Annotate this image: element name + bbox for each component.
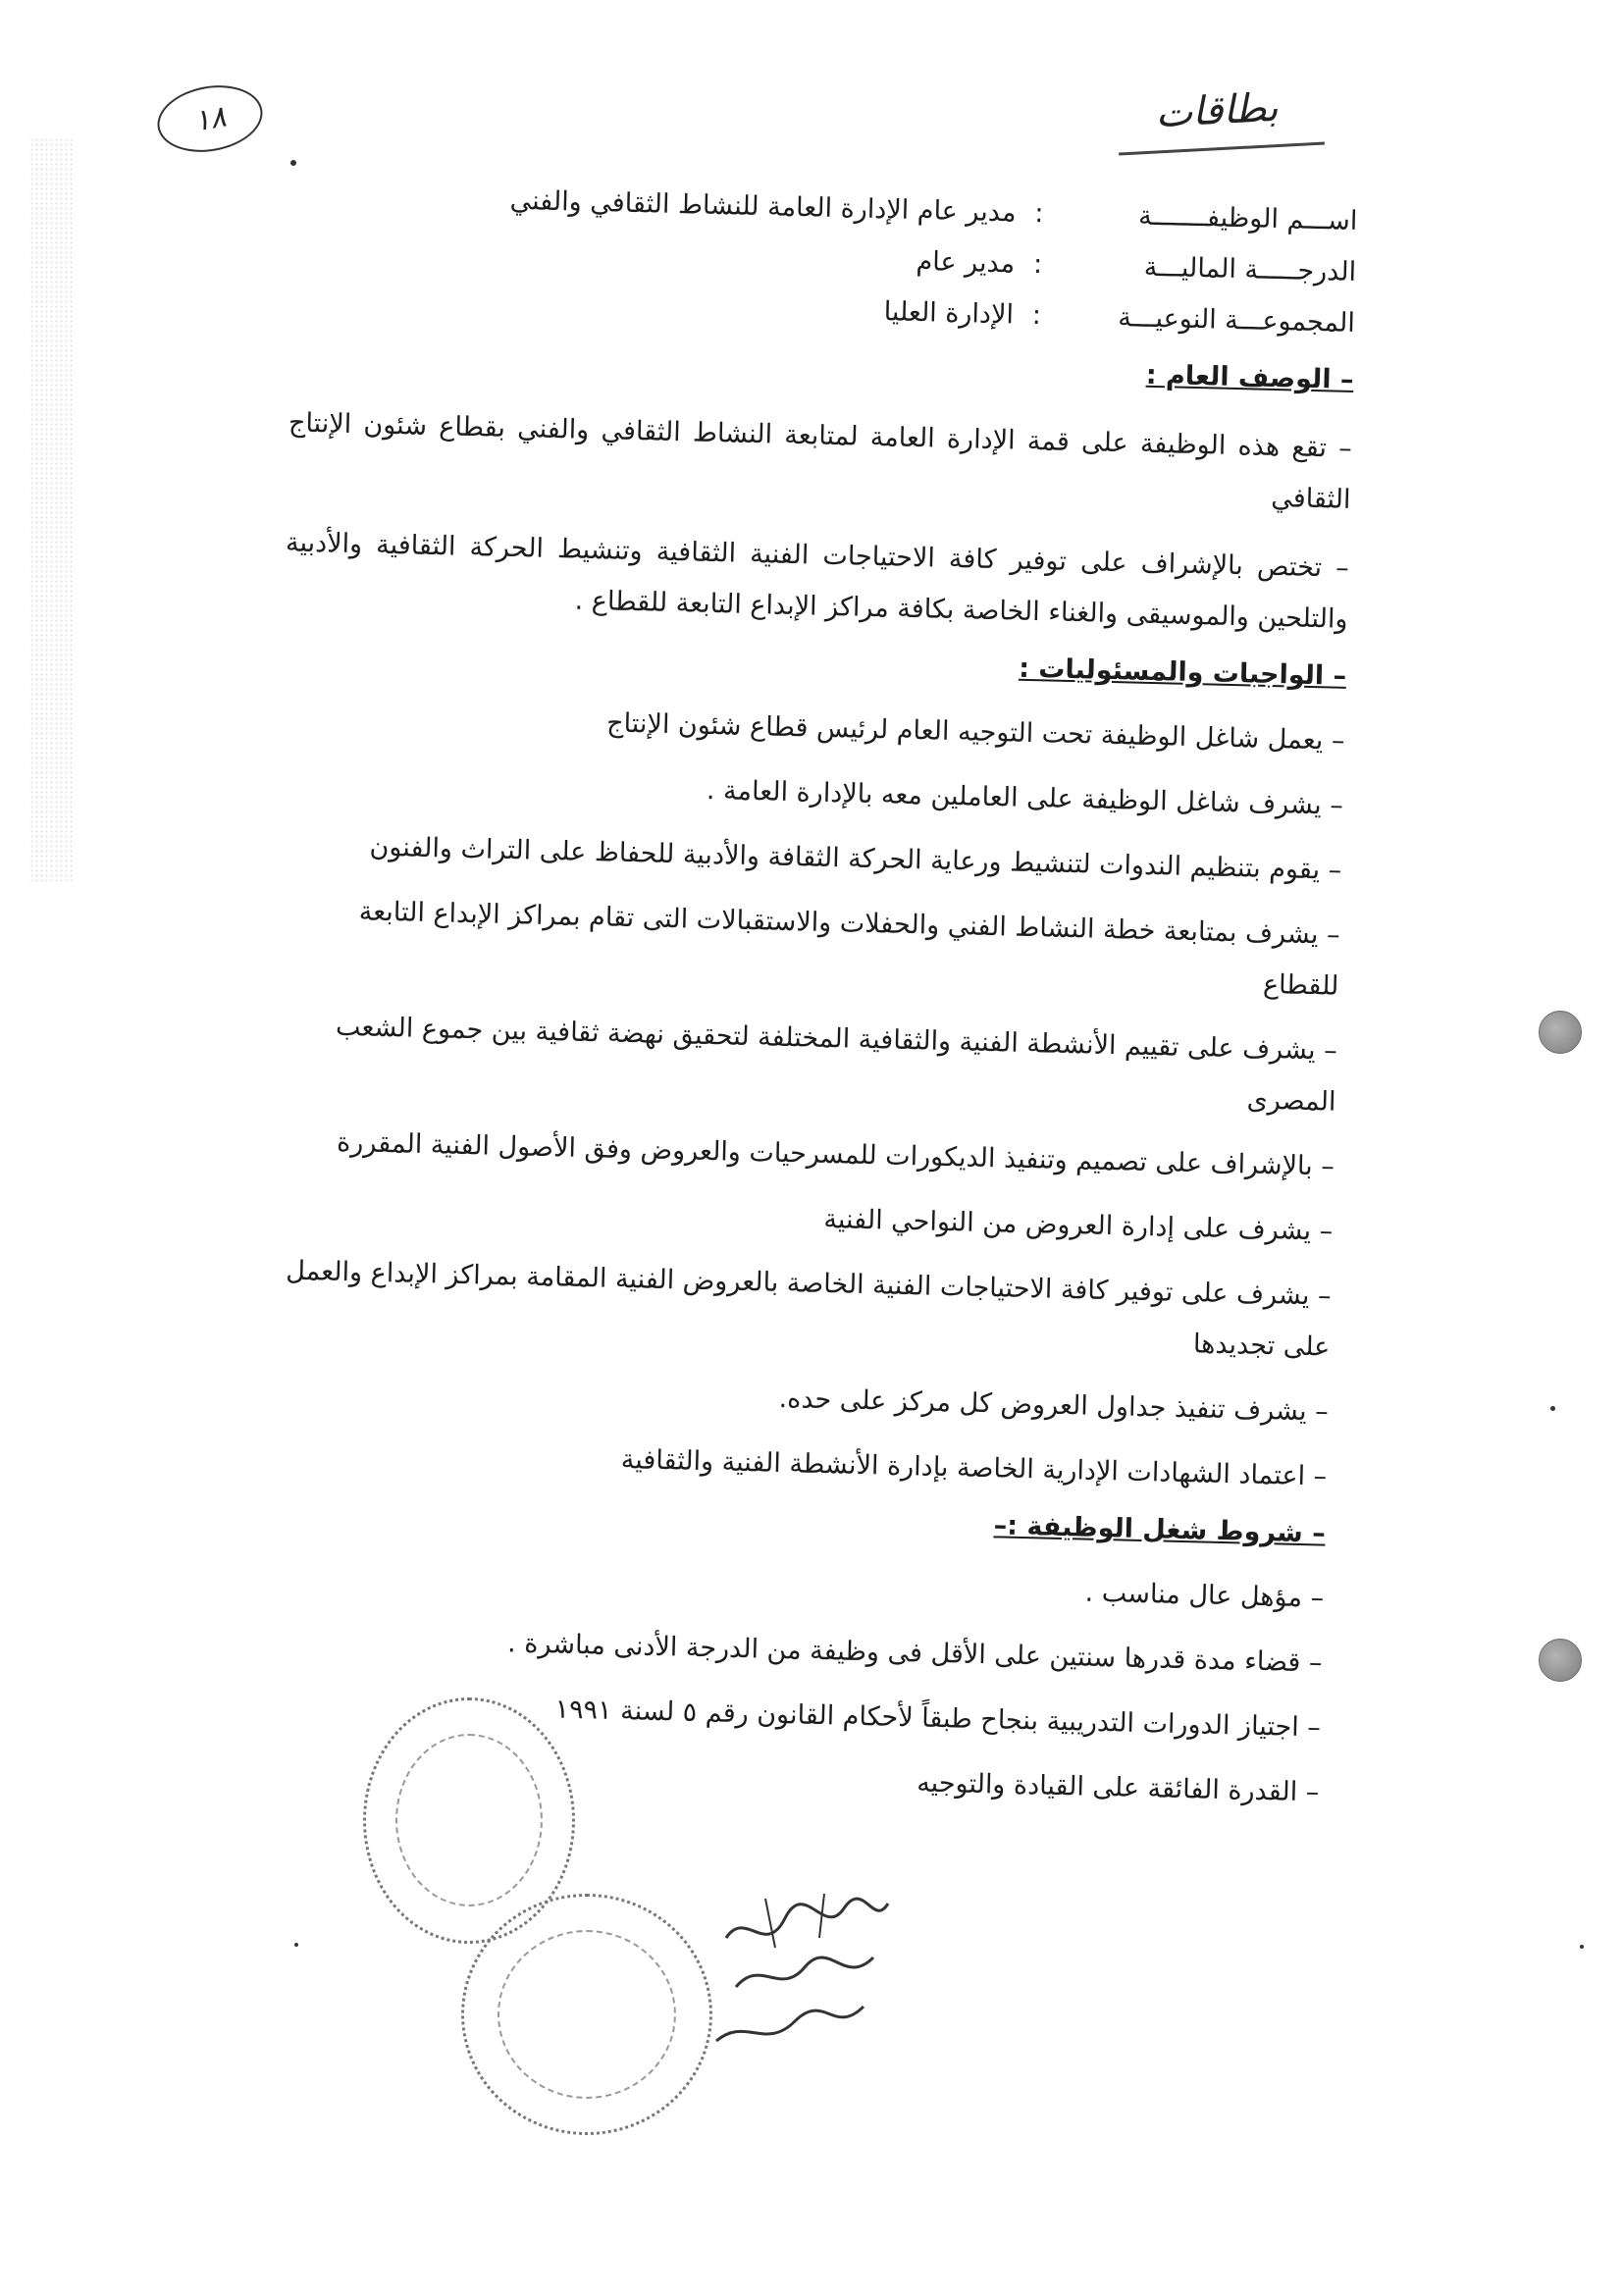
field-value: مدير عام (916, 246, 1016, 280)
seal-inner-ring (395, 1734, 543, 1906)
requirement-item: – اجتياز الدورات التدريبية بنجاح طبقاً لأحكام القانون رقم ٥ لسنة ١٩٩١ (554, 1694, 1322, 1744)
scan-noise (29, 137, 75, 883)
seal-inner-ring (497, 1930, 676, 2099)
duty-item: – يشرف بمتابعة خطة النشاط الفني والحفلات والاستقبالات التى تقام بمراكز الإبداع التابعة للقطاع (358, 896, 1340, 1002)
scan-speck (1580, 1945, 1584, 1949)
punch-hole (1539, 1011, 1582, 1054)
duty-item: – يشرف على إدارة العروض من النواحي الفنية (823, 1204, 1334, 1247)
handwritten-heading: بطاقات (1154, 84, 1280, 137)
field-label: الدرجـــــة الماليـــة (1143, 251, 1357, 287)
field-label: المجموعـــة النوعيـــة (1118, 302, 1356, 339)
official-seal (461, 1894, 712, 2135)
document-body (255, 171, 1358, 1819)
requirement-item: – قضاء مدة قدرها سنتين على الأقل فى وظيفة من الدرجة الأدنى مباشرة . (506, 1628, 1323, 1679)
punch-hole (1539, 1639, 1582, 1682)
paragraph: – تقع هذه الوظيفة على قمة الإدارة العامة لمتابعة النشاط الثقافي والفني بقطاع شئون الإنتاج الثقافي (288, 407, 1353, 515)
duty-item: – يشرف على تقييم الأنشطة الفنية والثقافية المختلفة لتحقيق نهضة ثقافية بين جموع الشعب المصرى (335, 1011, 1338, 1118)
field-value: الإدارة العليا (883, 296, 1015, 331)
section-title-general-description: – الوصف العام : (1145, 359, 1354, 395)
scan-speck (1550, 1406, 1555, 1411)
page-number: ١٨ (152, 78, 268, 160)
requirement-item: – مؤهل عال مناسب . (1084, 1577, 1325, 1614)
field-colon: : (1031, 299, 1042, 332)
field-value: مدير عام الإدارة العامة للنشاط الثقافي والفني (509, 184, 1017, 229)
scan-speck (294, 1943, 298, 1947)
requirement-item: – القدرة الفائقة على القيادة والتوجيه (916, 1767, 1320, 1808)
heading-underline (1119, 142, 1325, 156)
duty-item: – اعتماد الشهادات الإدارية الخاصة بإدارة الأنشطة الفنية والثقافية (620, 1444, 1328, 1492)
field-colon: : (1033, 197, 1044, 230)
duty-item: – يشرف تنفيذ جداول العروض كل مركز على حده. (778, 1383, 1330, 1428)
duty-item: – بالإشراف على تصميم وتنفيذ الديكورات للمسرحيات والعروض وفق الأصول الفنية المقررة (336, 1126, 1335, 1182)
paragraph: – تختص بالإشراف على توفير كافة الاحتياجات الفنية الثقافية وتنشيط الحركة الثقافية والأدبية والتلحين والموسيقى والغناء الخاصة بكافة مراكز الإبداع التابعة للقطاع . (285, 527, 1350, 635)
duty-item: – يشرف على توفير كافة الاحتياجات الفنية الخاصة بالعروض الفنية المقامة بمراكز الإبداع والعمل على تجديدها (285, 1255, 1332, 1363)
duty-item: – يشرف شاغل الوظيفة على العاملين معه بالإدارة العامة . (706, 774, 1344, 821)
field-label: اســـم الوظيفـــــــة (1137, 200, 1358, 236)
section-title-requirements: – شروط شغل الوظيفة :– (993, 1510, 1327, 1549)
duty-item: – يقوم بتنظيم الندوات لتنشيط ورعاية الحركة الثقافة والأدبية للحفاظ على التراث والفنون (369, 831, 1342, 886)
scan-speck (290, 160, 296, 166)
handwritten-signature (707, 1879, 903, 2065)
field-colon: : (1032, 248, 1043, 281)
duty-item: – يعمل شاغل الوظيفة تحت التوجيه العام لرئيس قطاع شئون الإنتاج (605, 707, 1345, 757)
section-title-duties: – الواجبات والمسئوليات : (1018, 652, 1347, 692)
